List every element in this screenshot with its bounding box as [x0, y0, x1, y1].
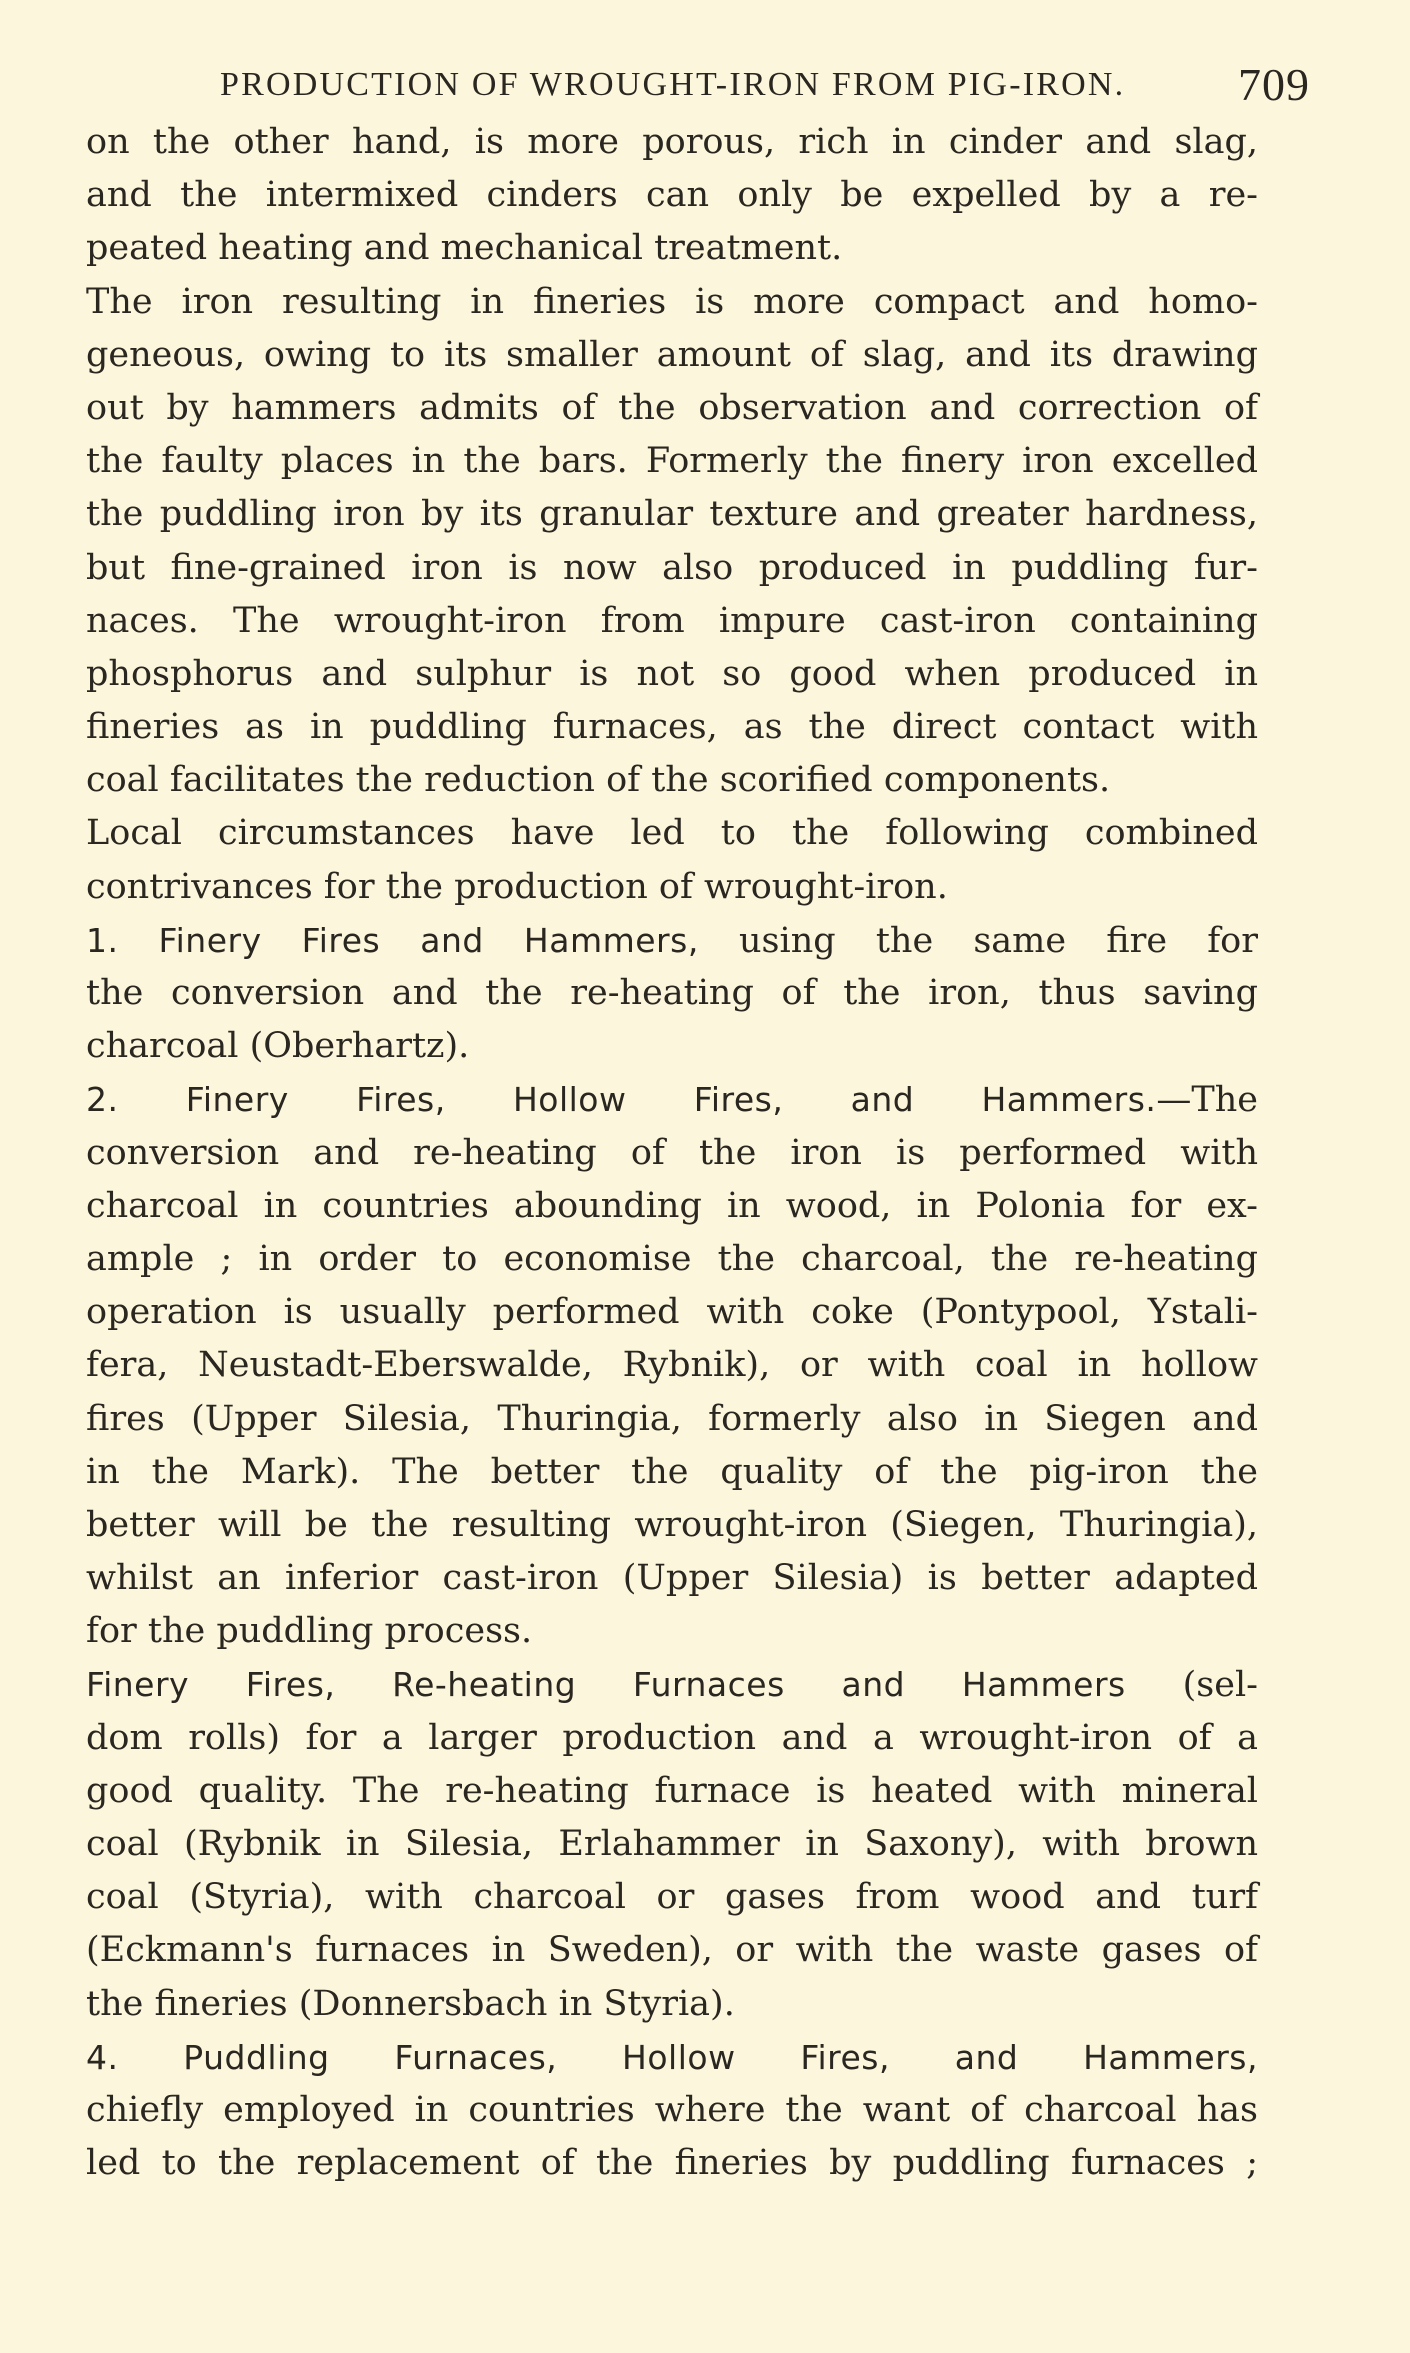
list-item-heading-line	[86, 2031, 1258, 2084]
text-line: ample ; in order to economise the charcoal, the re-heating	[86, 1238, 1258, 1279]
text-line: good quality. The re-heating furnace is heated with mineral	[86, 1770, 1258, 1811]
text-line: phosphorus and sulphur is not so good when produced in	[86, 653, 1258, 694]
text-line: the faulty places in the bars. Formerly the finery iron excelled	[86, 441, 1258, 482]
list-item-heading-line: 1. Finery Fires and Hammers, using the same fire for	[86, 920, 1258, 961]
text-line: naces. The wrought-iron from impure cast-iron containing	[86, 600, 1258, 641]
paragraph-start-line: Local circumstances have led to the following combined	[86, 813, 1258, 854]
text-line: coal facilitates the reduction of the scorified components.	[86, 760, 1111, 801]
text-line: fineries as in puddling furnaces, as the direct contact with	[86, 707, 1258, 748]
list-item-heading-line: Finery Fires, Re-heating Furnaces and Hammers (sel-	[86, 1665, 1258, 1706]
text-line: peated heating and mechanical treatment.	[86, 228, 843, 269]
text-line: charcoal (Oberhartz).	[86, 1026, 470, 1067]
running-title: PRODUCTION OF WROUGHT-IRON FROM PIG-IRON.	[220, 66, 1126, 103]
text-line: but fine-grained iron is now also produced in puddling fur-	[86, 547, 1258, 588]
item-heading: 4. Puddling Furnaces, Hollow Fires, and Hammers,	[86, 2037, 1258, 2077]
text-line: the puddling iron by its granular texture and greater hardness,	[86, 494, 1258, 535]
item-heading: 2. Finery Fires, Hollow Fires, and Hammers.	[86, 1080, 1157, 1120]
text-line: for the puddling process.	[86, 1611, 533, 1652]
text-line: operation is usually performed with coke (Pontypool, Ystali-	[86, 1292, 1258, 1333]
body-text	[86, 116, 1258, 2190]
text-line: fera, Neustadt-Eberswalde, Rybnik), or with coal in hollow	[86, 1345, 1258, 1386]
page-number: 709	[1238, 59, 1310, 110]
text-line: charcoal in countries abounding in wood, in Polonia for ex-	[86, 1185, 1258, 1226]
text-line: led to the replacement of the fineries by puddling furnaces ;	[86, 2143, 1258, 2184]
text-line: coal (Rybnik in Silesia, Erlahammer in Saxony), with brown	[86, 1824, 1258, 1864]
item-heading: Finery Fires, Re-heating Furnaces and Hammers	[86, 1665, 1126, 1705]
text-line: better will be the resulting wrought-iron (Siegen, Thuringia),	[86, 1504, 1258, 1545]
text-line: and the intermixed cinders can only be expelled by a re-	[86, 175, 1258, 216]
text-line: contrivances for the production of wrought-iron.	[86, 866, 948, 907]
text-line: conversion and re-heating of the iron is performed with	[86, 1132, 1258, 1173]
text-line: (Eckmann's furnaces in Sweden), or with the waste gases of	[86, 1930, 1258, 1971]
text-line: fires (Upper Silesia, Thuringia, formerly also in Siegen and	[86, 1398, 1258, 1439]
text-line: the conversion and the re-heating of the iron, thus saving	[86, 973, 1258, 1013]
text-line: the fineries (Donnersbach in Styria).	[86, 1983, 735, 2024]
text-line: coal (Styria), with charcoal or gases from wood and turf	[86, 1877, 1258, 1918]
list-item-heading-line: 2. Finery Fires, Hollow Fires, and Hammers.—The	[86, 1080, 1258, 1121]
text-line: out by hammers admits of the observation and correction of	[86, 387, 1258, 428]
text-line: chiefly employed in countries where the want of charcoal has	[86, 2089, 1258, 2130]
paragraph-start-line: The iron resulting in fineries is more compact and homo-	[86, 281, 1258, 322]
running-head	[220, 58, 1310, 118]
text-line: on the other hand, is more porous, rich in cinder and slag,	[86, 122, 1258, 162]
text-line: geneous, owing to its smaller amount of slag, and its drawing	[86, 334, 1258, 375]
text-line: in the Mark). The better the quality of the pig-iron the	[86, 1451, 1258, 1492]
item-heading: 1. Finery Fires and Hammers,	[86, 920, 699, 960]
text-line: whilst an inferior cast-iron (Upper Silesia) is better adapted	[86, 1558, 1258, 1599]
text-line: dom rolls) for a larger production and a wrought-iron of a	[86, 1717, 1258, 1758]
